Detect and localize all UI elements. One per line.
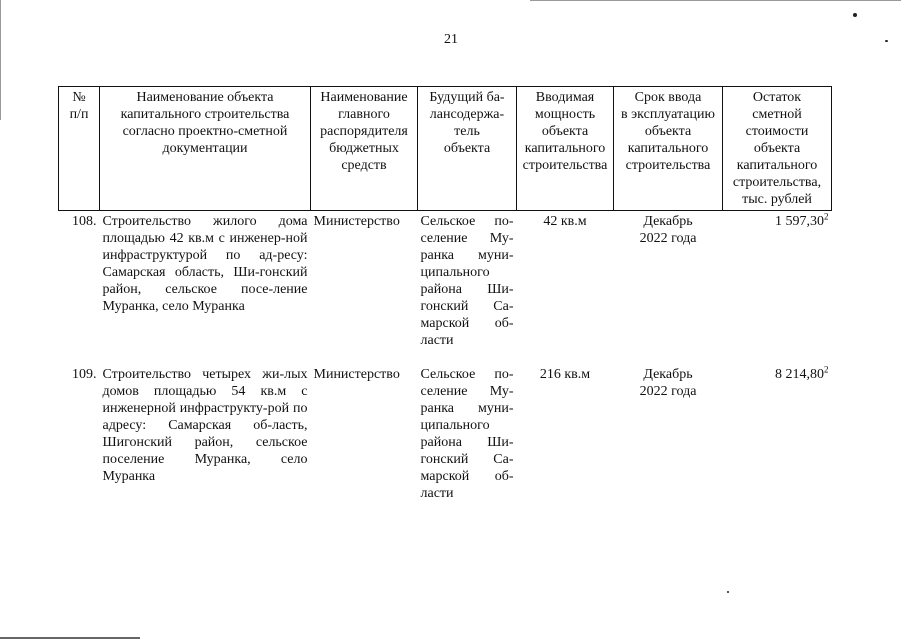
header-remaining-cost: Остаток сметной стоимости объекта капитального строительства, тыс. рублей	[723, 87, 832, 211]
cost-footnote-mark: 2	[824, 211, 829, 222]
row-commission-term: Декабрь 2022 года	[639, 367, 697, 399]
scan-speck	[727, 591, 729, 593]
row-future-holder: Сельское по-селение Му-ранка муни-ципального района Ши-гонский Са-марской об-ласти	[420, 367, 514, 501]
header-object-name: Наименование объекта капитального строительства согласно проектно-сметной документации	[100, 87, 311, 211]
row-commission-term: Декабрь 2022 года	[639, 214, 697, 246]
scan-speck	[853, 13, 857, 17]
row-num: 109.	[72, 367, 97, 382]
row-future-holder: Сельское по-селение Му-ранка муни-ципального района Ши-гонский Са-марской об-ласти	[420, 214, 514, 348]
cost-value: 8 214,80	[775, 367, 824, 382]
row-num: 108.	[72, 214, 97, 229]
row-capacity: 42 кв.м	[543, 214, 587, 229]
scan-edge-bottom	[0, 637, 140, 639]
row-budget-administrator: Министерство	[313, 367, 400, 382]
header-budget-administrator: Наименование главного распорядителя бюджетных средств	[311, 87, 418, 211]
construction-objects-table	[58, 86, 832, 504]
scan-speck	[885, 40, 888, 42]
header-future-holder: Будущий ба- лансодержа- тель объекта	[418, 87, 517, 211]
table-row	[59, 351, 832, 504]
header-num: № п/п	[59, 87, 100, 211]
cost-footnote-mark: 2	[824, 364, 829, 375]
page-number: 21	[444, 32, 458, 47]
table-row	[59, 211, 832, 352]
scan-edge-left	[0, 0, 1, 120]
cost-value: 1 597,30	[775, 214, 824, 229]
header-capacity: Вводимая мощность объекта капитального строительства	[517, 87, 614, 211]
scan-edge-top	[530, 0, 901, 1]
row-object-name: Строительство четырех жи-лых домов площадью 54 кв.м с инженерной инфраструкту-рой по адресу: Самарская об-ласть, Шигонский район, сельское поселение Муранка, село Муранка	[102, 367, 308, 484]
row-remaining-cost	[723, 211, 832, 352]
row-object-name: Строительство жилого дома площадью 42 кв.м с инженер-ной инфраструктурой по ад-ресу: Самарская область, Ши-гонский район, сельское посе-ление Муранка, село Муранка	[102, 214, 308, 314]
row-budget-administrator: Министерство	[313, 214, 400, 229]
row-remaining-cost	[723, 351, 832, 504]
header-commission-term: Срок ввода в эксплуатацию объекта капитального строительства	[614, 87, 723, 211]
table-header-row	[59, 87, 832, 211]
row-capacity: 216 кв.м	[539, 367, 591, 382]
